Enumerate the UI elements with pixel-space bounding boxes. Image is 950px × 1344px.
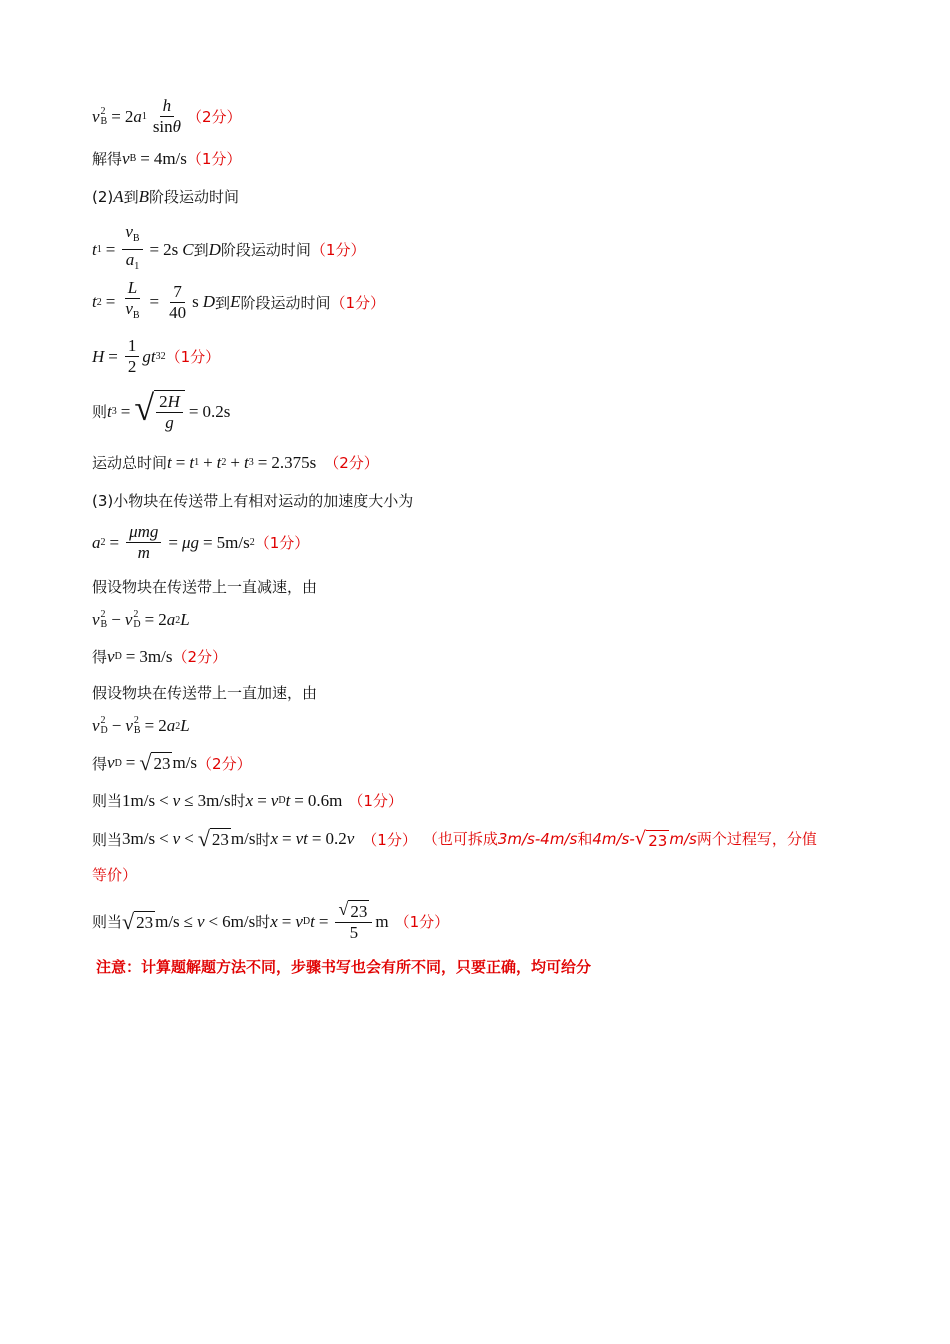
eq-total-time: 运动总时间 t = t 1 + t 2 + t 3 = 2.375s （2分） [92,452,379,472]
eq-t2: t 2 = $\frac{L}{v_B}$ = $\frac{7}{40}$ s D 到 E 阶段运动时间 （1分） [92,278,386,322]
case-3: 则当 √ 23 m/s ≤ v < 6m/s 时 x = v D t = √ 23 5 m （1分） [92,899,450,942]
score: （1分） [186,150,242,168]
note-final: 注意：计算题解题方法不同，步骤书写也会有所不同，只要正确，均可给分 [96,958,592,976]
score: （1分） [165,348,221,366]
eq-accel: v 2 D − v 2 B = 2 a 2 L [92,715,190,736]
assume-decel: 假设物块在传送带上一直减速，由 [92,578,318,596]
score: （1分） [348,792,403,810]
eq-vd-decel: 得 v D = 3m/s （2分） [92,646,227,666]
note: （也可拆成3m/s-4m/s和4m/s- √ 23 m/s两个过程写，分值 [422,828,817,850]
case-2: 则当 3m/s < v < √ 23 m/s 时 x = vt = 0.2 v （1分） （也可拆成3m/s-4m/s和4m/s- √ 23 m/s两个过程写，分值 [92,826,817,851]
eq-t3: 则 t 3 = √ $\frac{2H}{g}$ = 0.2s [92,388,231,432]
note-cont: 等价） [92,866,138,884]
score: （1分） [394,913,450,931]
score: （1分） [310,241,366,259]
heading-part2: (2) A 到 B 阶段运动时间 [92,186,240,206]
eq-H: H = $\frac{1}{2}$ gt 3 2 （1分） [92,336,221,376]
eq-vb-squared: v 2 B = 2 a 1 $\frac{h}{\sin\theta}$ （2分） [92,96,242,136]
eq-t1: t 1 = $\frac{v_B}{a_1}$ = 2s C 到 D 阶段运动时间 （1分） [92,222,366,272]
score: （1分） [362,830,417,849]
score: （1分） [330,293,386,312]
eq-vd-accel: 得 v D = √ 23 m/s （2分） [92,750,252,775]
assume-accel: 假设物块在传送带上一直加速，由 [92,684,318,702]
eq-decel: v 2 B − v 2 D = 2 a 2 L [92,609,190,630]
score: （2分） [324,454,379,472]
score: （2分） [187,108,242,126]
case-1: 则当 1m/s < v ≤ 3m/s 时 x = v D t = 0.6m （1分） [92,790,403,810]
heading-part3: (3)小物块在传送带上有相对运动的加速度大小为 [92,492,414,510]
eq-a2: a 2 = $\frac{\text{μmg}}{m}$ = μg = 5m/s 2 （1分） [92,522,310,562]
score: （2分） [197,754,252,773]
score: （2分） [172,648,227,666]
eq-vb-result: 解得 v B = 4m/s （1分） [92,148,242,168]
score: （1分） [254,534,310,552]
